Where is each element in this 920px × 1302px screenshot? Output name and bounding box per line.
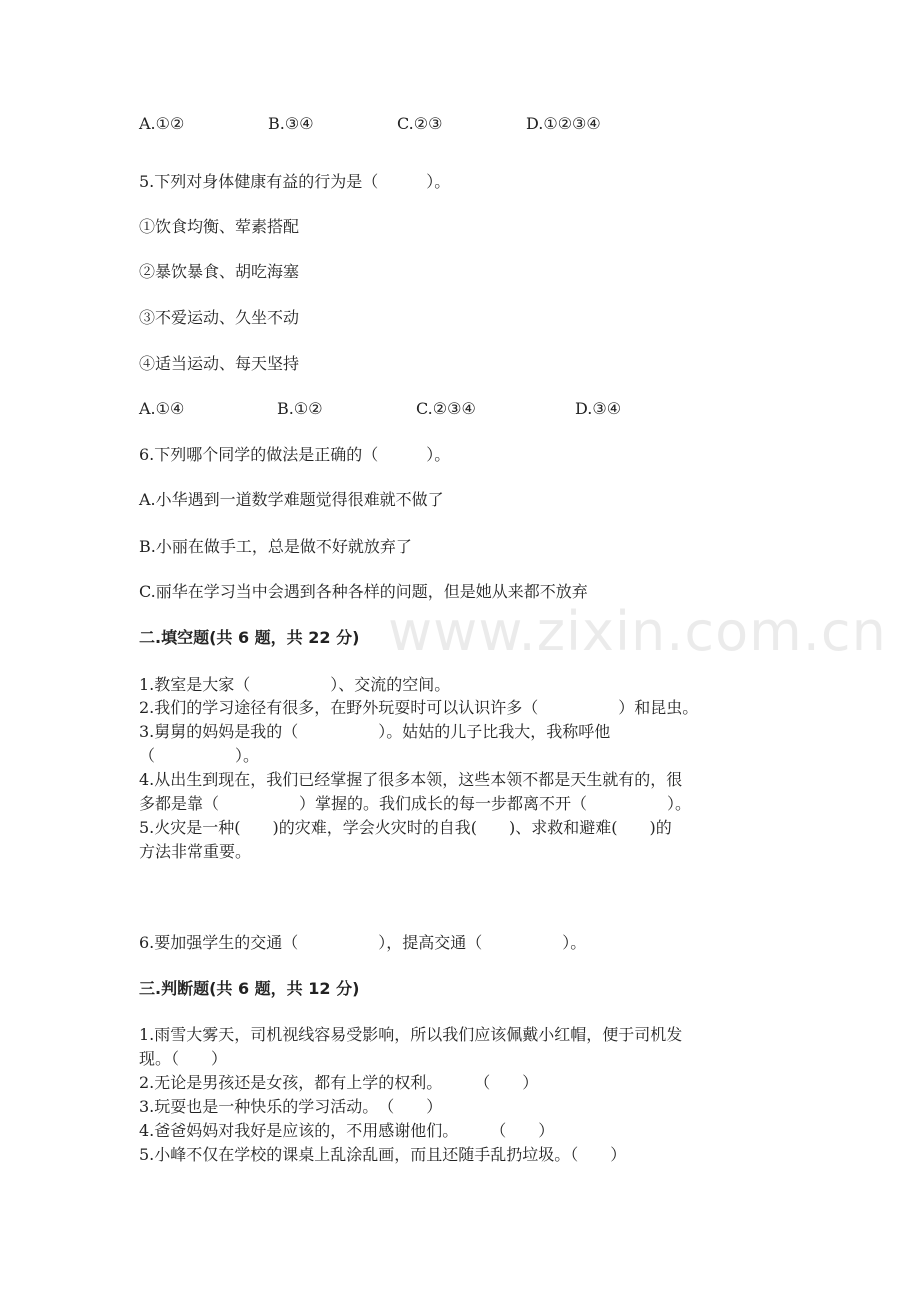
q4-option-a: A.①② [139,114,185,133]
q5-option-b: B.①② [277,399,323,418]
fill-line-1: 1.教室是大家（ ）、交流的空间。 [139,675,451,694]
fill-line-3: 3.舅舅的妈妈是我的（ ）。姑姑的儿子比我大，我称呼他 [139,722,611,741]
fill-line-6: 多都是靠（ ）掌握的。我们成长的每一步都离不开（ ）。 [139,794,692,813]
judge-line-1: 1.雨雪大雾天，司机视线容易受影响，所以我们应该佩戴小红帽，便于司机发 [139,1025,683,1044]
judge-line-5: 4.爸爸妈妈对我好是应该的，不用感谢他们。 （ ） [139,1121,555,1140]
section-2-title: 二.填空题(共 6 题，共 22 分) [139,628,360,647]
fill-line-2: 2.我们的学习途径有很多，在野外玩耍时可以认识许多（ ）和昆虫。 [139,698,699,717]
q6-option-c: C.丽华在学习当中会遇到各种各样的问题，但是她从来都不放弃 [139,582,588,601]
q5-item-3: ③不爱运动、久坐不动 [139,308,300,327]
judge-line-2: 现。（ ） [139,1049,228,1068]
judge-line-4: 3.玩耍也是一种快乐的学习活动。 （ ） [139,1097,443,1116]
section-3-title: 三.判断题(共 6 题，共 12 分) [139,979,360,998]
q5-option-c: C.②③④ [416,399,476,418]
fill-question-6: 6.要加强学生的交通（ ），提高交通（ ）。 [139,933,587,952]
q5-option-a: A.①④ [139,399,185,418]
watermark: www.zixin.com.cn [388,600,887,663]
q5-option-d: D.③④ [575,399,622,418]
q5-item-2: ②暴饮暴食、胡吃海塞 [139,262,300,281]
judge-line-6: 5.小峰不仅在学校的课桌上乱涂乱画，而且还随手乱扔垃圾。（ ） [139,1145,627,1164]
q5-item-4: ④适当运动、每天坚持 [139,354,300,373]
fill-line-4: （ ）。 [139,746,260,765]
fill-line-5: 4.从出生到现在，我们已经掌握了很多本领，这些本领不都是天生就有的，很 [139,770,683,789]
q4-option-d: D.①②③④ [526,114,601,133]
q6-option-a: A.小华遇到一道数学难题觉得很难就不做了 [139,490,444,509]
q5-stem: 5.下列对身体健康有益的行为是（ ）。 [139,172,451,191]
fill-line-7: 5.火灾是一种( )的灾难，学会火灾时的自我( )、求救和避难( )的 [139,818,672,837]
q6-stem: 6.下列哪个同学的做法是正确的（ ）。 [139,445,451,464]
judge-line-3: 2.无论是男孩还是女孩，都有上学的权利。 （ ） [139,1073,539,1092]
q4-option-c: C.②③ [397,114,443,133]
fill-line-8: 方法非常重要。 [139,842,252,861]
q4-option-b: B.③④ [268,114,314,133]
q6-option-b: B.小丽在做手工，总是做不好就放弃了 [139,537,412,556]
q5-item-1: ①饮食均衡、荤素搭配 [139,217,300,236]
